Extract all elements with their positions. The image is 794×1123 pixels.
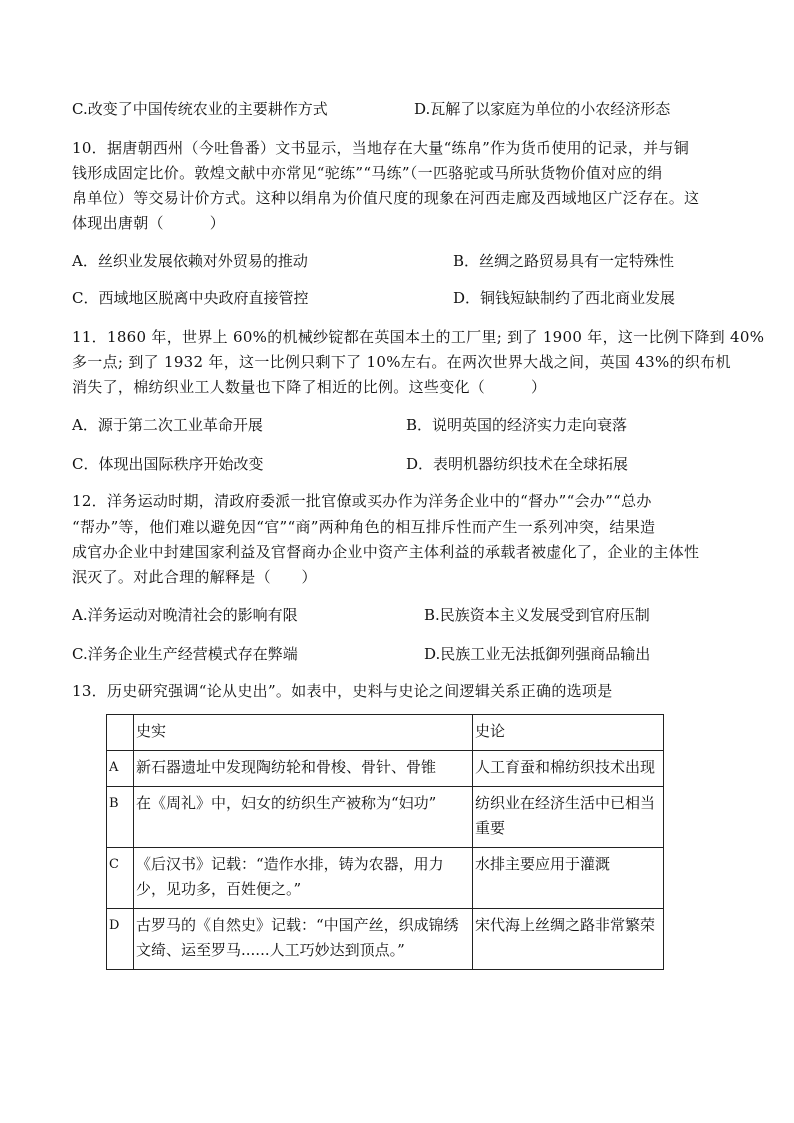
history-evidence-table (106, 714, 664, 970)
table-header-view: 史论 (473, 715, 664, 751)
row-key: D (107, 909, 134, 970)
row-view: 人工育蚕和棉纺织技术出现 (473, 751, 664, 787)
q10-stem-line-3: 帛单位）等交易计价方式。这种以绢帛为价值尺度的现象在河西走廊及西域地区广泛存在。这 (72, 189, 700, 207)
q10-stem-line-1: 10．据唐朝西州（今吐鲁番）文书显示，当地存在大量“练帛”作为货币使用的记录，并与铜 (72, 139, 690, 157)
row-fact: 《后汉书》记载：“造作水排，铸为农器，用力少，见功多，百姓便之。” (134, 848, 473, 909)
q11-option-a: A．源于第二次工业革命开展 (72, 416, 263, 434)
q12-stem-line-2: “帮办”等，他们难以避免因“官”“商”两种角色的相互排斥性而产生一系列冲突，结果造 (72, 518, 656, 536)
q10-stem-line-4: 体现出唐朝（ ） (72, 214, 226, 232)
table-row (107, 909, 664, 970)
q10-option-d: D．铜钱短缺制约了西北商业发展 (453, 289, 676, 307)
q12-option-d: D.民族工业无法抵御列强商品输出 (424, 645, 651, 663)
q11-stem-line-3: 消失了，棉纺织业工人数量也下降了相近的比例。这些变化（ ） (72, 378, 547, 396)
row-view: 水排主要应用于灌溉 (473, 848, 664, 909)
row-fact: 新石器遗址中发现陶纺轮和骨梭、骨针、骨锥 (134, 751, 473, 787)
row-key: B (107, 787, 134, 848)
q11-stem-line-2: 多一点; 到了 1932 年，这一比例只剩下了 10%左右。在两次世界大战之间，英国 43%的织布机 (72, 353, 731, 371)
table-row (107, 787, 664, 848)
q10-option-c: C．西域地区脱离中央政府直接管控 (72, 289, 309, 307)
q9-option-d: D.瓦解了以家庭为单位的小农经济形态 (414, 100, 671, 118)
q11-option-c: C．体现出国际秩序开始改变 (72, 455, 264, 473)
q10-stem-line-2: 钱形成固定比价。敦煌文献中亦常见“驼练”“马练”（一匹骆驼或马所驮货物价值对应的绢 (72, 164, 663, 182)
row-view: 宋代海上丝绸之路非常繁荣 (473, 909, 664, 970)
table-header-row (107, 715, 664, 751)
q12-option-a: A.洋务运动对晚清社会的影响有限 (72, 606, 298, 624)
row-key: C (107, 848, 134, 909)
q10-option-a: A．丝织业发展依赖对外贸易的推动 (72, 252, 308, 270)
q10-option-b: B．丝绸之路贸易具有一定特殊性 (453, 252, 675, 270)
q12-stem-line-1: 12．洋务运动时期，清政府委派一批官僚或买办作为洋务企业中的“督办”“会办”“总办 (72, 492, 652, 510)
q9-option-c: C.改变了中国传统农业的主要耕作方式 (72, 100, 328, 118)
q12-option-c: C.洋务企业生产经营模式存在弊端 (72, 645, 298, 663)
table-row (107, 848, 664, 909)
row-fact: 在《周礼》中，妇女的纺织生产被称为“妇功” (134, 787, 473, 848)
q12-stem-line-4: 泯灭了。对此合理的解释是（ ） (72, 568, 317, 586)
q13-stem: 13．历史研究强调“论从史出”。如表中，史料与史论之间逻辑关系正确的选项是 (72, 682, 613, 700)
q11-option-d: D．表明机器纺织技术在全球拓展 (406, 455, 629, 473)
q12-stem-line-3: 成官办企业中封建国家利益及官督商办企业中资产主体利益的承载者被虚化了，企业的主体性 (72, 543, 700, 561)
table-header-fact: 史实 (134, 715, 473, 751)
q12-option-b: B.民族资本主义发展受到官府压制 (424, 606, 650, 624)
table-row (107, 751, 664, 787)
row-fact: 古罗马的《自然史》记载：“中国产丝，织成锦绣文绮、运至罗马......人工巧妙达到顶点。” (134, 909, 473, 970)
q11-stem-line-1: 11．1860 年，世界上 60%的机械纱锭都在英国本土的工厂里; 到了 1900 年，这一比例下降到 40% (72, 328, 765, 346)
row-view: 纺织业在经济生活中已相当重要 (473, 787, 664, 848)
q11-option-b: B．说明英国的经济实力走向衰落 (406, 416, 628, 434)
table-header-key (107, 715, 134, 751)
row-key: A (107, 751, 134, 787)
